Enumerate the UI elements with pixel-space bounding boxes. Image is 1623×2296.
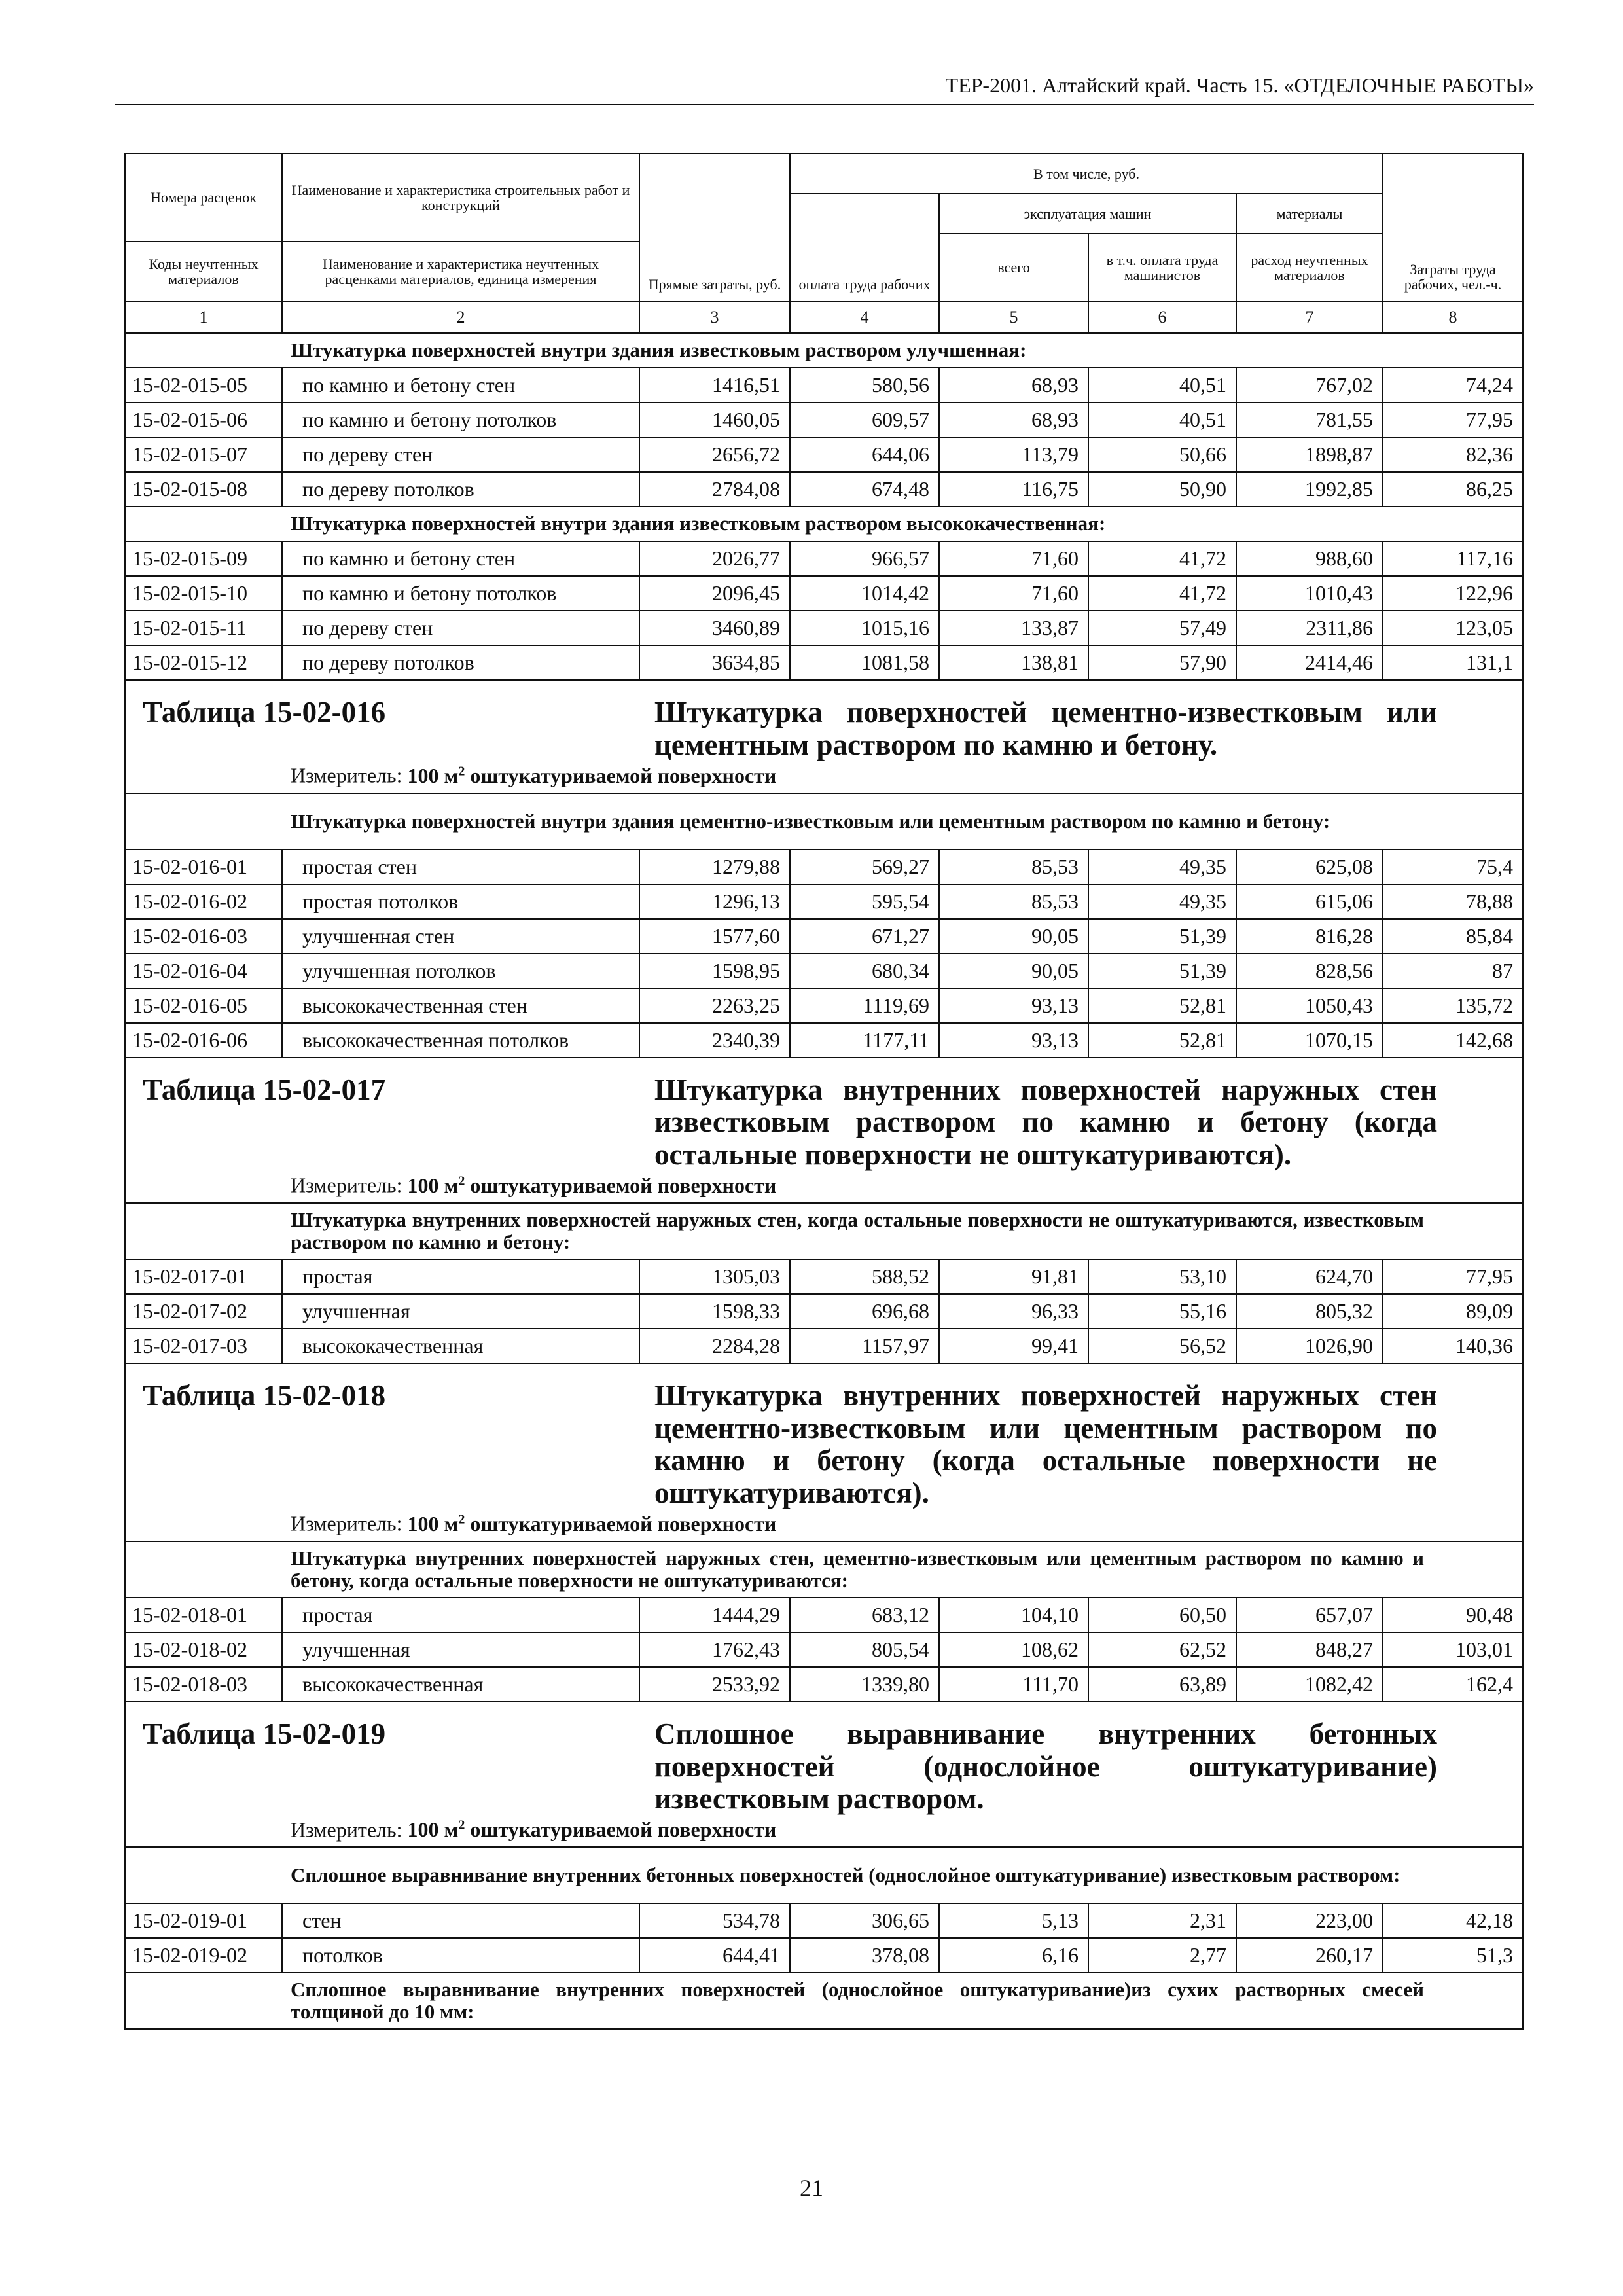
table-row [125,884,1523,919]
value-cell: 91,81 [939,1259,1088,1294]
value-cell: 93,13 [939,1023,1088,1058]
value-cell: 42,18 [1383,1903,1523,1938]
table-row [125,403,1523,437]
value-cell: 85,53 [939,884,1088,919]
table-row [125,1294,1523,1329]
col-header-machines: эксплуатация машин [939,194,1236,234]
col-number: 8 [1383,302,1523,333]
value-cell: 1177,11 [790,1023,939,1058]
value-cell: 1598,95 [639,954,790,988]
value-cell: 56,52 [1088,1329,1236,1363]
table-label: Таблица 15-02-019 [143,1717,386,1751]
work-name: улучшенная стен [282,919,639,954]
value-cell: 2026,77 [639,541,790,576]
value-cell: 625,08 [1236,850,1383,884]
value-cell: 781,55 [1236,403,1383,437]
column-header [125,154,1523,333]
rate-code: 15-02-015-09 [125,541,282,576]
value-cell: 1015,16 [790,611,939,645]
value-cell: 49,35 [1088,884,1236,919]
table-title: Штукатурка внутренних поверхностей наружных стен цементно-известковым или цементным раствором по камню и бетону (когда остальные поверхности не оштукатуриваются). [654,1379,1437,1509]
rate-code: 15-02-019-01 [125,1903,282,1938]
work-name: по дереву стен [282,611,639,645]
value-cell: 5,13 [939,1903,1088,1938]
rate-code: 15-02-015-12 [125,645,282,680]
meter: Измеритель: 100 $м^2$ оштукатуриваемой поверхности [291,1511,777,1535]
value-cell: 1014,42 [790,576,939,611]
value-cell: 135,72 [1383,988,1523,1023]
table-row [125,1632,1523,1667]
value-cell: 75,4 [1383,850,1523,884]
value-cell: 122,96 [1383,576,1523,611]
rows-15-02-017 [125,1259,1523,1363]
table-row [125,437,1523,472]
value-cell: 2784,08 [639,472,790,507]
value-cell: 103,01 [1383,1632,1523,1667]
value-cell: 162,4 [1383,1667,1523,1702]
value-cell: 51,39 [1088,954,1236,988]
table-row [125,645,1523,680]
value-cell: 2284,28 [639,1329,790,1363]
col-header-2b: Наименование и характеристика неучтенных расценками материалов, единица измерения [282,242,639,302]
value-cell: 113,79 [939,437,1088,472]
rate-code: 15-02-016-04 [125,954,282,988]
value-cell: 580,56 [790,368,939,403]
col-header-1a: Номера расценок [125,154,282,242]
rate-code: 15-02-016-03 [125,919,282,954]
table-15-02-019-b [125,1973,1523,2029]
work-name: высококачественная [282,1667,639,1702]
rate-code: 15-02-017-02 [125,1294,282,1329]
work-name: по камню и бетону потолков [282,403,639,437]
rate-code: 15-02-016-02 [125,884,282,919]
page-header: ТЕР-2001. Алтайский край. Часть 15. «ОТДЕЛОЧНЫЕ РАБОТЫ» [115,73,1534,105]
value-cell: 68,93 [939,368,1088,403]
rate-code: 15-02-018-02 [125,1632,282,1667]
value-cell: 40,51 [1088,403,1236,437]
value-cell: 63,89 [1088,1667,1236,1702]
col-number: 2 [282,302,639,333]
value-cell: 138,81 [939,645,1088,680]
value-cell: 767,02 [1236,368,1383,403]
rate-code: 15-02-015-05 [125,368,282,403]
work-name: простая [282,1598,639,1632]
col-header-2a: Наименование и характеристика строительных работ и конструкций [282,154,639,242]
value-cell: 1444,29 [639,1598,790,1632]
table-row [125,1938,1523,1973]
value-cell: 680,34 [790,954,939,988]
value-cell: 966,57 [790,541,939,576]
col-number: 5 [939,302,1088,333]
rate-code: 15-02-015-11 [125,611,282,645]
value-cell: 1296,13 [639,884,790,919]
value-cell: 53,10 [1088,1259,1236,1294]
value-cell: 1577,60 [639,919,790,954]
col-header-1b: Коды неучтенных материалов [125,242,282,302]
work-name: по камню и бетону стен [282,541,639,576]
page-number: 21 [800,2175,823,2201]
value-cell: 805,32 [1236,1294,1383,1329]
table-row [125,611,1523,645]
value-cell: 1305,03 [639,1259,790,1294]
section-heading: Штукатурка поверхностей внутри здания известковым раствором улучшенная: [125,333,1523,368]
value-cell: 1460,05 [639,403,790,437]
work-name: по камню и бетону потолков [282,576,639,611]
rate-code: 15-02-015-07 [125,437,282,472]
value-cell: 74,24 [1383,368,1523,403]
value-cell: 96,33 [939,1294,1088,1329]
value-cell: 1762,43 [639,1632,790,1667]
value-cell: 306,65 [790,1903,939,1938]
value-cell: 6,16 [939,1938,1088,1973]
work-name: стен [282,1903,639,1938]
table-row [125,1329,1523,1363]
value-cell: 93,13 [939,988,1088,1023]
value-cell: 41,72 [1088,541,1236,576]
table-row [125,1667,1523,1702]
section-heading: Штукатурка поверхностей внутри здания известковым раствором высококачественная: [125,507,1523,541]
value-cell: 85,84 [1383,919,1523,954]
value-cell: 1070,15 [1236,1023,1383,1058]
value-cell: 1010,43 [1236,576,1383,611]
value-cell: 2656,72 [639,437,790,472]
table-15-02-016 [125,680,1523,850]
section-heading: Сплошное выравнивание внутренних поверхностей (однослойное оштукатуривание)из сухих растворных смесей толщиной до 10 мм: [125,1973,1523,2029]
value-cell: 51,39 [1088,919,1236,954]
value-cell: 569,27 [790,850,939,884]
value-cell: 52,81 [1088,1023,1236,1058]
table-15-02-018 [125,1363,1523,1598]
rate-code: 15-02-017-03 [125,1329,282,1363]
work-name: по дереву потолков [282,472,639,507]
value-cell: 2096,45 [639,576,790,611]
rate-code: 15-02-019-02 [125,1938,282,1973]
table-15-02-019 [125,1702,1523,1903]
rows-15-02-018 [125,1598,1523,1702]
work-name: по дереву стен [282,437,639,472]
value-cell: 77,95 [1383,1259,1523,1294]
value-cell: 674,48 [790,472,939,507]
value-cell: 378,08 [790,1938,939,1973]
rows-15-02-015-b [125,541,1523,680]
value-cell: 3460,89 [639,611,790,645]
value-cell: 1992,85 [1236,472,1383,507]
value-cell: 99,41 [939,1329,1088,1363]
table-title: Штукатурка внутренних поверхностей наружных стен известковым раствором по камню и бетону (когда остальные поверхности не оштукатуриваются). [654,1073,1437,1171]
col-header-8: Затраты труда рабочих, чел.-ч. [1383,154,1523,302]
rate-code: 15-02-016-05 [125,988,282,1023]
value-cell: 60,50 [1088,1598,1236,1632]
value-cell: 1081,58 [790,645,939,680]
value-cell: 988,60 [1236,541,1383,576]
value-cell: 2,77 [1088,1938,1236,1973]
col-number: 3 [639,302,790,333]
value-cell: 90,05 [939,919,1088,954]
value-cell: 657,07 [1236,1598,1383,1632]
rate-code: 15-02-016-01 [125,850,282,884]
meter: Измеритель: 100 $м^2$ оштукатуриваемой поверхности [291,1174,777,1197]
value-cell: 805,54 [790,1632,939,1667]
table-row [125,576,1523,611]
rate-code: 15-02-015-08 [125,472,282,507]
table-label: Таблица 15-02-017 [143,1073,386,1106]
work-name: высококачественная [282,1329,639,1363]
value-cell: 588,52 [790,1259,939,1294]
value-cell: 116,75 [939,472,1088,507]
column-numbers-row [125,302,1523,333]
rows-15-02-019 [125,1903,1523,1973]
rate-code: 15-02-017-01 [125,1259,282,1294]
value-cell: 62,52 [1088,1632,1236,1667]
section-heading: Штукатурка внутренних поверхностей наружных стен, цементно-известковым или цементным раствором по камню и бетону, когда остальные поверхности не оштукатуриваются: [125,1541,1523,1598]
col-header-incl: В том числе, руб. [790,154,1383,194]
value-cell: 1050,43 [1236,988,1383,1023]
value-cell: 50,66 [1088,437,1236,472]
table-row [125,954,1523,988]
value-cell: 108,62 [939,1632,1088,1667]
meter: Измеритель: 100 $м^2$ оштукатуриваемой поверхности [291,763,777,787]
value-cell: 90,48 [1383,1598,1523,1632]
table-row [125,850,1523,884]
table-label: Таблица 15-02-018 [143,1379,386,1412]
value-cell: 49,35 [1088,850,1236,884]
value-cell: 2533,92 [639,1667,790,1702]
table-row [125,988,1523,1023]
value-cell: 71,60 [939,541,1088,576]
value-cell: 117,16 [1383,541,1523,576]
work-name: высококачественная стен [282,988,639,1023]
work-name: высококачественная потолков [282,1023,639,1058]
col-header-6: в т.ч. оплата труда машинистов [1088,234,1236,302]
work-name: улучшенная [282,1632,639,1667]
value-cell: 1416,51 [639,368,790,403]
value-cell: 86,25 [1383,472,1523,507]
value-cell: 260,17 [1236,1938,1383,1973]
value-cell: 55,16 [1088,1294,1236,1329]
value-cell: 111,70 [939,1667,1088,1702]
value-cell: 89,09 [1383,1294,1523,1329]
col-header-3: Прямые затраты, руб. [639,154,790,302]
value-cell: 123,05 [1383,611,1523,645]
value-cell: 1157,97 [790,1329,939,1363]
value-cell: 57,49 [1088,611,1236,645]
value-cell: 40,51 [1088,368,1236,403]
table-row [125,1259,1523,1294]
rate-code: 15-02-016-06 [125,1023,282,1058]
rows-15-02-016 [125,850,1523,1058]
value-cell: 142,68 [1383,1023,1523,1058]
value-cell: 534,78 [639,1903,790,1938]
table-15-02-015 [125,333,1523,368]
value-cell: 848,27 [1236,1632,1383,1667]
value-cell: 50,90 [1088,472,1236,507]
value-cell: 2263,25 [639,988,790,1023]
value-cell: 87 [1383,954,1523,988]
table-row [125,368,1523,403]
col-header-7: расход неучтенных материалов [1236,234,1383,302]
value-cell: 1082,42 [1236,1667,1383,1702]
rate-code: 15-02-018-03 [125,1667,282,1702]
value-cell: 82,36 [1383,437,1523,472]
table-row [125,1598,1523,1632]
value-cell: 624,70 [1236,1259,1383,1294]
value-cell: 696,68 [790,1294,939,1329]
value-cell: 644,06 [790,437,939,472]
value-cell: 3634,85 [639,645,790,680]
value-cell: 828,56 [1236,954,1383,988]
work-name: по дереву потолков [282,645,639,680]
value-cell: 2414,46 [1236,645,1383,680]
section-heading: Сплошное выравнивание внутренних бетонных поверхностей (однослойное оштукатуривание) известковым раствором: [125,1847,1523,1903]
meter: Измеритель: 100 $м^2$ оштукатуриваемой поверхности [291,1818,777,1842]
rate-code: 15-02-015-10 [125,576,282,611]
value-cell: 2340,39 [639,1023,790,1058]
value-cell: 57,90 [1088,645,1236,680]
value-cell: 1898,87 [1236,437,1383,472]
value-cell: 52,81 [1088,988,1236,1023]
value-cell: 609,57 [790,403,939,437]
value-cell: 1119,69 [790,988,939,1023]
section-heading: Штукатурка поверхностей внутри здания цементно-известковым или цементным раствором по камню и бетону: [125,793,1523,850]
table-row [125,541,1523,576]
table-15-02-015-b [125,507,1523,541]
work-name: потолков [282,1938,639,1973]
rate-code: 15-02-015-06 [125,403,282,437]
price-table [124,153,1524,2030]
col-number: 6 [1088,302,1236,333]
work-name: улучшенная [282,1294,639,1329]
value-cell: 131,1 [1383,645,1523,680]
value-cell: 644,41 [639,1938,790,1973]
value-cell: 1026,90 [1236,1329,1383,1363]
value-cell: 1598,33 [639,1294,790,1329]
value-cell: 595,54 [790,884,939,919]
table-row [125,472,1523,507]
rate-code: 15-02-018-01 [125,1598,282,1632]
work-name: улучшенная потолков [282,954,639,988]
value-cell: 1339,80 [790,1667,939,1702]
value-cell: 68,93 [939,403,1088,437]
value-cell: 816,28 [1236,919,1383,954]
col-number: 7 [1236,302,1383,333]
value-cell: 104,10 [939,1598,1088,1632]
value-cell: 51,3 [1383,1938,1523,1973]
work-name: по камню и бетону стен [282,368,639,403]
table-title: Сплошное выравнивание внутренних бетонных поверхностей (однослойное оштукатуривание) известковым раствором. [654,1717,1437,1816]
value-cell: 671,27 [790,919,939,954]
col-header-4: оплата труда рабочих [790,194,939,302]
col-header-materials: материалы [1236,194,1383,234]
rows-15-02-015-a [125,368,1523,507]
col-number: 1 [125,302,282,333]
value-cell: 683,12 [790,1598,939,1632]
value-cell: 615,06 [1236,884,1383,919]
value-cell: 85,53 [939,850,1088,884]
table-title: Штукатурка поверхностей цементно-известковым или цементным раствором по камню и бетону. [654,696,1437,761]
table-row [125,919,1523,954]
value-cell: 133,87 [939,611,1088,645]
value-cell: 78,88 [1383,884,1523,919]
work-name: простая потолков [282,884,639,919]
value-cell: 2311,86 [1236,611,1383,645]
value-cell: 71,60 [939,576,1088,611]
table-15-02-017 [125,1058,1523,1259]
section-heading: Штукатурка внутренних поверхностей наружных стен, когда остальные поверхности не оштукатуриваются, известковым раствором по камню и бетону: [125,1203,1523,1259]
value-cell: 223,00 [1236,1903,1383,1938]
value-cell: 2,31 [1088,1903,1236,1938]
value-cell: 90,05 [939,954,1088,988]
table-row [125,1023,1523,1058]
col-header-5: всего [939,234,1088,302]
value-cell: 41,72 [1088,576,1236,611]
col-number: 4 [790,302,939,333]
value-cell: 1279,88 [639,850,790,884]
table-label: Таблица 15-02-016 [143,696,386,728]
work-name: простая [282,1259,639,1294]
table-row [125,1903,1523,1938]
work-name: простая стен [282,850,639,884]
value-cell: 77,95 [1383,403,1523,437]
value-cell: 140,36 [1383,1329,1523,1363]
